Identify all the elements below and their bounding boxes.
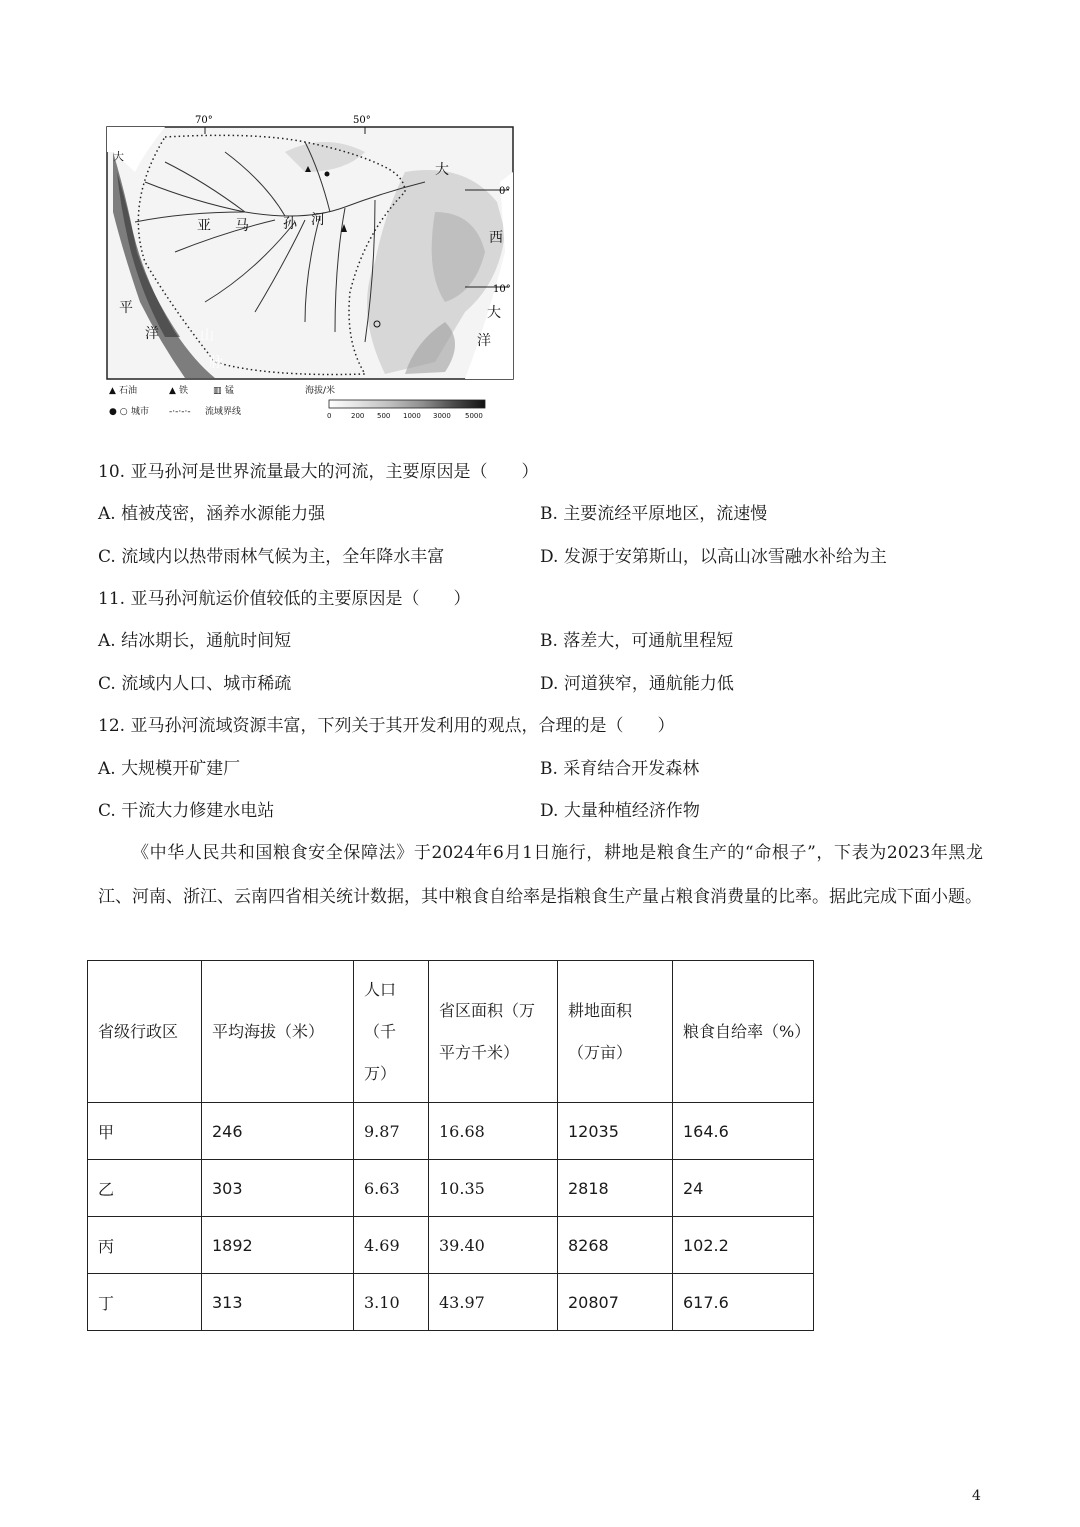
question-11-option-c: C. 流域内人口、城市稀疏 xyxy=(98,674,292,694)
elevation-scale-bar xyxy=(329,400,485,408)
question-12-option-d: D. 大量种植经济作物 xyxy=(540,801,700,821)
header-area: 省区面积（万平方千米） xyxy=(429,961,558,1103)
cell-province: 乙 xyxy=(88,1160,202,1217)
svg-text:-·-·-·-: -·-·-·- xyxy=(169,407,191,417)
lon-label-70: 70° xyxy=(195,115,213,126)
map-label-amazon-2: 马 xyxy=(235,218,249,234)
svg-text:▥: ▥ xyxy=(213,386,222,396)
cell-farmland: 2818 xyxy=(558,1160,673,1217)
cell-elevation: 246 xyxy=(202,1103,354,1160)
question-10-option-b: B. 主要流经平原地区，流速慢 xyxy=(540,504,768,524)
map-label-pac-1: 大 xyxy=(113,150,124,163)
passage-text: 《中华人民共和国粮食安全保障法》于2024年6月1日施行，耕地是粮食生产的“命根子”，下表为2023年黑龙江、河南、浙江、云南四省相关统计数据，其中粮食自给率是指粮食生产量占粮食消费量的比率。据此完成下面小题。 xyxy=(98,843,983,907)
cell-farmland: 12035 xyxy=(558,1103,673,1160)
elev-tick-3: 1000 xyxy=(403,412,421,420)
cell-population: 3.10 xyxy=(354,1274,429,1331)
cell-self-sufficiency: 102.2 xyxy=(673,1217,814,1274)
cell-elevation: 1892 xyxy=(202,1217,354,1274)
question-10-option-a: A. 植被茂密，涵养水源能力强 xyxy=(98,504,326,524)
page-number: 4 xyxy=(972,1488,981,1504)
elev-tick-5: 5000 xyxy=(465,412,483,420)
legend-oil: 石油 xyxy=(119,386,138,396)
question-11-option-b: B. 落差大，可通航里程短 xyxy=(540,631,734,651)
cell-self-sufficiency: 24 xyxy=(673,1160,814,1217)
table-row xyxy=(88,1103,814,1160)
cell-population: 9.87 xyxy=(354,1103,429,1160)
cell-population: 6.63 xyxy=(354,1160,429,1217)
elev-tick-2: 500 xyxy=(377,412,391,420)
cell-area: 39.40 xyxy=(429,1217,558,1274)
map-label-atl-4: 洋 xyxy=(477,333,491,349)
cell-self-sufficiency: 617.6 xyxy=(673,1274,814,1331)
lon-label-50: 50° xyxy=(353,115,371,126)
cell-area: 43.97 xyxy=(429,1274,558,1331)
header-province: 省级行政区 xyxy=(88,961,202,1103)
lat-label-10: 10° xyxy=(493,284,511,295)
legend-iron: 铁 xyxy=(179,386,189,396)
province-statistics-table xyxy=(87,960,814,1331)
question-10-stem: 10. 亚马孙河是世界流量最大的河流，主要原因是（ ） xyxy=(98,462,539,482)
cell-province: 甲 xyxy=(88,1103,202,1160)
question-10-option-d: D. 发源于安第斯山，以高山冰雪融水补给为主 xyxy=(540,547,887,567)
header-population: 人口（千万） xyxy=(354,961,429,1103)
cell-population: 4.69 xyxy=(354,1217,429,1274)
question-12-stem: 12. 亚马孙河流域资源丰富，下列关于其开发利用的观点，合理的是（ ） xyxy=(98,716,675,736)
question-12-option-a: A. 大规模开矿建厂 xyxy=(98,759,241,779)
elev-tick-4: 3000 xyxy=(433,412,451,420)
svg-text:▲: ▲ xyxy=(169,386,176,396)
elev-tick-0: 0 xyxy=(327,412,332,420)
question-12-option-c: C. 干流大力修建水电站 xyxy=(98,801,275,821)
map-label-amazon-4: 河 xyxy=(311,212,325,228)
question-11-option-d: D. 河道狭窄，通航能力低 xyxy=(540,674,734,694)
question-10-option-c: C. 流域内以热带雨林气候为主，全年降水丰富 xyxy=(98,547,445,567)
city-dot-symbol xyxy=(325,172,330,177)
cell-province: 丙 xyxy=(88,1217,202,1274)
legend-boundary: 流域界线 xyxy=(205,407,242,417)
map-label-andes-1: 山 xyxy=(200,328,214,344)
map-label-pac-3: 洋 xyxy=(145,326,159,342)
cell-self-sufficiency: 164.6 xyxy=(673,1103,814,1160)
table-row xyxy=(88,1274,814,1331)
elev-tick-1: 200 xyxy=(351,412,365,420)
map-label-amazon-3: 孙 xyxy=(283,216,297,232)
svg-text:▲: ▲ xyxy=(109,386,116,396)
map-label-atl-3: 大 xyxy=(487,305,501,321)
table-row xyxy=(88,1217,814,1274)
question-11-stem: 11. 亚马孙河航运价值较低的主要原因是（ ） xyxy=(98,589,471,609)
legend-city: 城市 xyxy=(131,407,150,417)
question-12-option-b: B. 采育结合开发森林 xyxy=(540,759,700,779)
cell-farmland: 20807 xyxy=(558,1274,673,1331)
lat-label-0: 0° xyxy=(499,186,511,197)
map-label-amazon-1: 亚 xyxy=(197,218,211,234)
map-label-pac-2: 平 xyxy=(119,300,133,316)
table-row xyxy=(88,1160,814,1217)
question-11-option-a: A. 结冰期长，通航时间短 xyxy=(98,631,292,651)
cell-area: 16.68 xyxy=(429,1103,558,1160)
map-label-atl-1: 大 xyxy=(435,162,449,178)
map-label-andes-2: 脉 xyxy=(209,355,223,371)
svg-text:● ○: ● ○ xyxy=(109,407,128,417)
cell-province: 丁 xyxy=(88,1274,202,1331)
table-header-row xyxy=(88,961,814,1103)
header-farmland: 耕地面积（万亩） xyxy=(558,961,673,1103)
map-label-atl-2: 西 xyxy=(489,230,503,246)
cell-elevation: 303 xyxy=(202,1160,354,1217)
cell-elevation: 313 xyxy=(202,1274,354,1331)
cell-farmland: 8268 xyxy=(558,1217,673,1274)
cell-area: 10.35 xyxy=(429,1160,558,1217)
legend-manganese: 锰 xyxy=(225,386,235,396)
passage xyxy=(98,831,983,919)
legend-elevation-title: 海拔/米 xyxy=(305,386,336,396)
header-elevation: 平均海拔（米） xyxy=(202,961,354,1103)
amazon-basin-map xyxy=(105,112,517,424)
header-self-sufficiency: 粮食自给率（%） xyxy=(673,961,814,1103)
